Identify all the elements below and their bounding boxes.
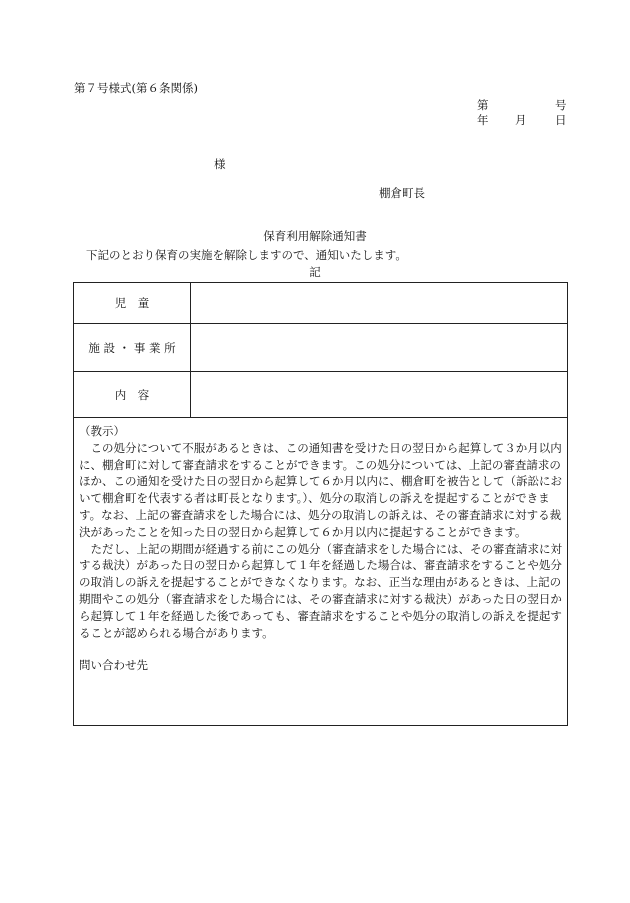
content-label: 内 容 xyxy=(74,372,191,417)
date-year-label: 年 xyxy=(477,113,489,127)
notice-paragraph-1: この処分について不服があるときは、この通知書を受けた日の翌日から起算して３か月以内に、棚倉町に対して審査請求をすることができます。この処分については、上記の審査請求のほか、この通知を受けた日の翌日から起算して６か月以内に、棚倉町を被告として（訴訟において棚倉町を代表する者は町長となります。）、処分の取消しの訴えを提起することができます。なお、上記の審査請求をした場合には、処分の取消しの訴えは、その審査請求に対する裁決があったことを知った日の翌日から起算して６か月以内に提起することができます。 xyxy=(79,440,562,539)
facility-label: 施 設 ・ 事 業 所 xyxy=(74,324,191,371)
table-row-content xyxy=(74,372,567,418)
date-month-label: 月 xyxy=(515,113,527,127)
contact-label: 問い合わせ先 xyxy=(79,658,148,673)
lead-text: 下記のとおり保育の実施を解除しますので、通知いたします。 xyxy=(86,248,407,262)
notice-paragraph-2: ただし、上記の期間が経過する前にこの処分（審査請求をした場合には、その審査請求に対する裁決）があった日の翌日から起算して１年を経過した場合は、審査請求をすることや処分の取消しの訴えを提起することができなくなります。なお、正当な理由があるときは、上記の期間やこの処分（審査請求をした場合には、その審査請求に対する裁決）があった日の翌日から起算して１年を経過した後であっても、審査請求をすることや処分の取消しの訴えを提起することが認められる場合があります。 xyxy=(79,541,562,640)
doc-number-suffix: 号 xyxy=(555,98,567,112)
document-title: 保育利用解除通知書 xyxy=(263,229,367,243)
child-value[interactable] xyxy=(191,283,567,323)
facility-value[interactable] xyxy=(191,324,567,371)
notice-spacer xyxy=(79,641,565,657)
notice-heading: （教示） xyxy=(79,424,125,438)
addressee-honorific: 様 xyxy=(214,157,226,171)
content-value[interactable] xyxy=(191,372,567,417)
appeal-notice xyxy=(79,423,565,674)
child-label: 児 童 xyxy=(74,283,191,323)
ki-marker: 記 xyxy=(309,265,321,279)
form-table xyxy=(73,282,568,726)
form-number: 第７号様式(第６条関係) xyxy=(74,81,198,95)
issuer: 棚倉町長 xyxy=(379,186,425,200)
table-row-facility xyxy=(74,324,567,372)
table-row-child xyxy=(74,283,567,324)
date-day-label: 日 xyxy=(555,113,567,127)
doc-number-prefix: 第 xyxy=(477,98,489,112)
